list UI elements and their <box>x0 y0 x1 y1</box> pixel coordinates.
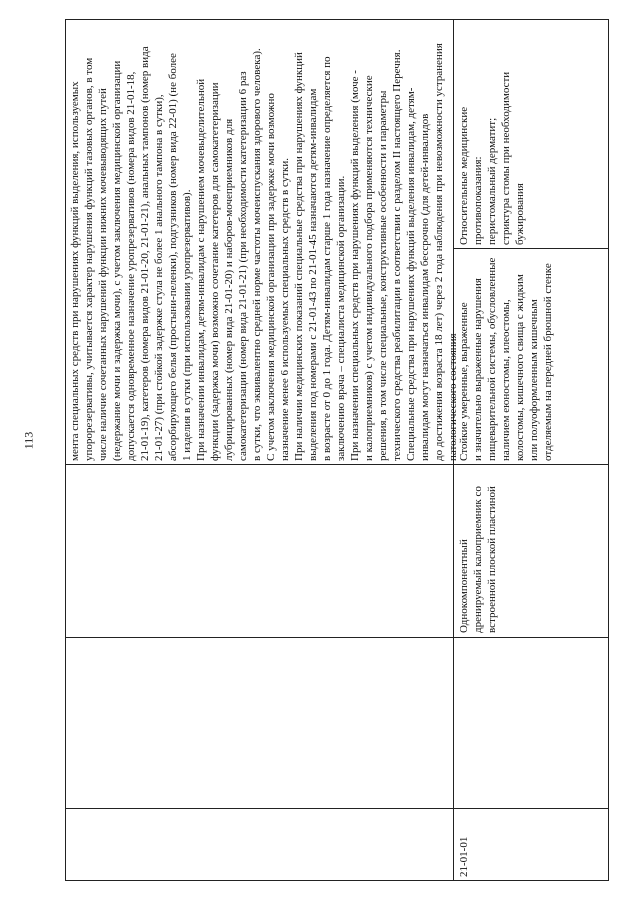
recommendation-line: решения, в том числе специальные, конструктивные особенности и параметры <box>377 90 389 461</box>
recommendation-line: При назначении инвалидам, детям-инвалидам с нарушением мочевыделительной <box>195 78 207 461</box>
recommendation-line: инвалидам могут назначаться инвалидам бессрочно (для детей-инвалидов <box>419 113 431 461</box>
recommendation-line: технического средства реабилитации в соответствии с разделом II настоящего Перечня. <box>391 49 403 461</box>
recommendation-line: функции (задержка мочи) возможно сочетание катетеров для самокатетеризации <box>209 82 221 461</box>
indication-line: отделяемым на передней брюшной стенке <box>542 263 554 461</box>
recommendation-line: назначение менее 6 используемых специальных средств в сутки. <box>279 158 291 461</box>
recommendation-line: мента специальных средств при нарушениях функций выделения, используемых <box>69 81 81 461</box>
item-name-cell <box>457 469 605 633</box>
recommendation-line: 1 изделия в сутки (при использовании уропрезервативов). <box>181 189 193 461</box>
recommendation-line: в сутки, что эквивалентно средней норме частоты мочеиспускания здорового человека). <box>251 48 263 461</box>
recommendation-line: числе наличие сочетанных нарушений функции нижних мочевыводящих путей <box>97 88 109 461</box>
recommendation-line: лубрицированных (номер вида 21-01-20) и наборов-мочеприемников для <box>223 118 235 461</box>
contraindication-line: стриктура стомы при необходимости <box>500 71 512 245</box>
recommendation-line: выделения под номерами с 21-01-43 по 21-01-45 назначаются детям-инвалидам <box>307 88 319 461</box>
recommendation-line: в возрасте от 0 до 1 года. Детям-инвалидам старше 1 года назначение определяется по <box>321 56 333 461</box>
recommendation-line: 21-01-19), катетеров (номера видов 21-01-20, 21-01-21), анальных тампонов (номер вида <box>139 46 151 461</box>
indications-cell <box>457 251 607 461</box>
recommendation-line: до достижения возраста 18 лет) через 2 года наблюдения при невозможности устранения <box>433 43 445 461</box>
recommendation-line: Специальные средства при нарушениях функций выделения инвалидам, детям- <box>405 87 417 461</box>
contraindication-line: противопоказания: <box>472 156 484 245</box>
recommendation-line: самокатетеризации (номер вида 21-01-21) (при необходимости катетеризации 6 раз <box>237 71 249 461</box>
recommendation-line: заключению врача – специалиста медицинской организации. <box>335 175 347 461</box>
page-number: 113 <box>21 431 36 450</box>
item-name-line: Однокомпонентный <box>458 539 470 633</box>
recommendation-line: С учетом заключения медицинской организации при задержке мочи возможно <box>265 93 277 461</box>
recommendation-line: допускается одновременное назначение уропрезервативов (номера видов 21-01-18, <box>125 71 137 461</box>
item-code-cell: 21-01-01 <box>458 836 470 877</box>
indication-line: и значительно выраженные нарушения <box>472 278 484 461</box>
indication-line: наличием еюностомы, илеостомы, <box>500 299 512 461</box>
indication-line: пищеварительной системы, обусловленные <box>486 257 498 461</box>
recommendation-line: При наличии медицинских показаний специальные средства при нарушениях функций <box>293 52 305 461</box>
recommendations-cell <box>68 21 459 461</box>
recommendation-line: (недержание мочи и задержка мочи), с учетом заключения медицинской организации <box>111 60 123 461</box>
rotated-table-page <box>65 19 609 881</box>
contraindications-cell <box>457 23 607 245</box>
contraindication-line: перистомальный дерматит; <box>486 117 498 245</box>
recommendation-line: абсорбирующего белья (простыни-пеленки), подгузников (номер вида 22-01) (не более <box>167 53 179 461</box>
recommendation-line: 21-01-27) (при стойкой задержке стула не более 1 анального тампона в сутки), <box>153 94 165 461</box>
indication-line: или полуоформленным кишечным <box>528 299 540 461</box>
contraindication-line: бужирования <box>514 183 526 245</box>
item-name-line: дренируемый калоприемник со <box>472 486 484 633</box>
contraindication-line: Относительные медицинские <box>458 106 470 245</box>
recommendation-line: упорорезервативы, учитывается характер нарушения функций тазовых органов, в том <box>83 57 95 461</box>
indication-line: Стойкие умеренные, выраженные <box>458 302 470 461</box>
recommendation-line: и калоприемников) с учетом индивидуального подбора применяются технические <box>363 75 375 461</box>
recommendation-line: При назначении специальных средств при нарушениях функций выделения (моче - <box>349 70 361 461</box>
recommendation-line: патологического состояния <box>447 333 459 461</box>
indication-line: колостомы, кишечного свища с жидким <box>514 274 526 461</box>
item-name-line: встроенной плоской пластиной <box>486 486 498 633</box>
